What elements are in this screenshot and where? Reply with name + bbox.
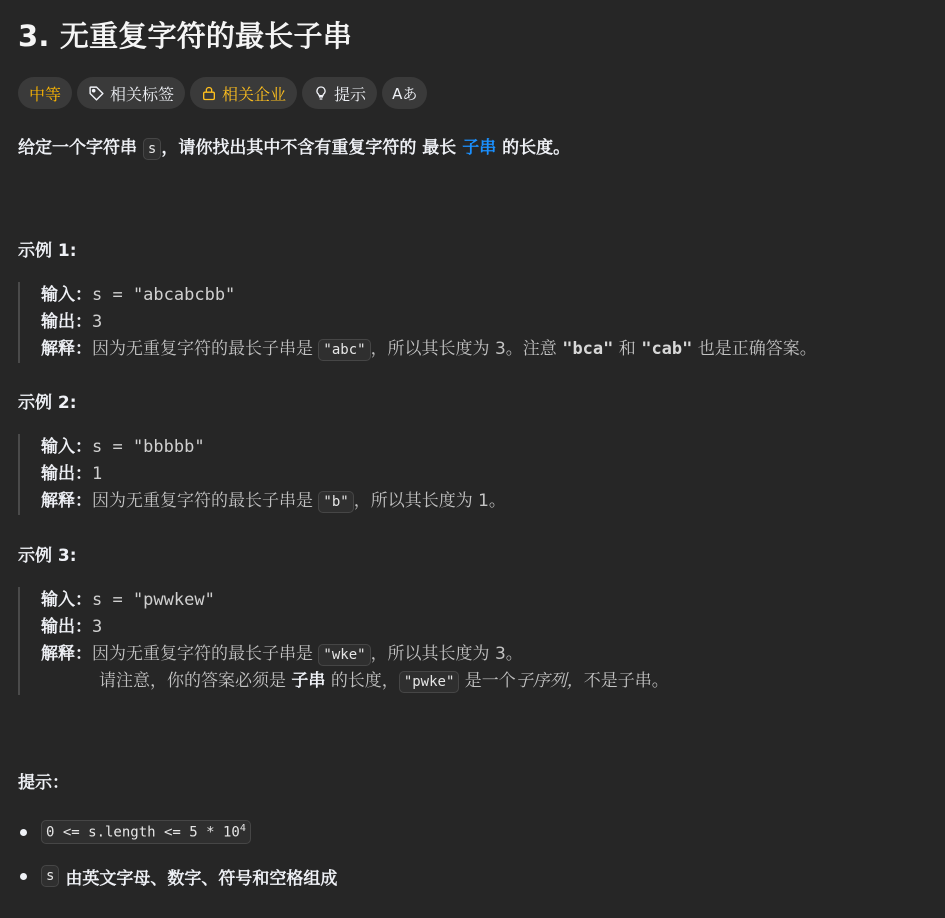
note-substring: 子串 xyxy=(291,671,326,691)
example-3-input xyxy=(41,587,669,614)
constraint-code-text: 0 <= s.length <= 5 * 10 xyxy=(46,824,240,841)
output-value: 1 xyxy=(92,464,103,484)
statement-suffix: 的长度。 xyxy=(502,138,571,158)
tag-bar xyxy=(18,77,427,109)
note-code: "pwke" xyxy=(399,671,460,693)
hint-label: 提示 xyxy=(334,84,367,104)
example-3-title: 示例 3: xyxy=(18,546,77,566)
explanation-label: 解释： xyxy=(41,644,92,664)
example-1-input xyxy=(41,282,817,309)
constraint-exponent: 4 xyxy=(239,823,246,835)
explanation-text: 因为无重复字符的最长子串是 xyxy=(92,644,313,664)
topics-tag-label: 相关标签 xyxy=(110,84,175,104)
translate-button[interactable] xyxy=(382,77,427,109)
topics-tag-button[interactable] xyxy=(77,77,185,109)
explanation-quote: "bca" xyxy=(562,339,614,359)
explanation-quote: "cab" xyxy=(641,339,693,359)
output-label: 输出： xyxy=(41,464,92,484)
companies-tag-label: 相关企业 xyxy=(222,84,287,104)
problem-statement xyxy=(18,133,570,158)
constraints-title: 提示： xyxy=(18,773,69,793)
explanation-label: 解释： xyxy=(41,491,92,511)
bullet-icon xyxy=(20,829,27,836)
constraint-code xyxy=(41,820,251,844)
lock-icon xyxy=(201,85,217,102)
explanation-text: ，所以其长度为 3。 xyxy=(370,644,523,664)
example-1-title: 示例 1: xyxy=(18,241,77,261)
note-subsequence: 子序列， xyxy=(515,671,584,691)
example-2-output xyxy=(41,461,506,488)
example-2-input xyxy=(41,434,506,461)
note-text: 是一个 xyxy=(464,671,516,691)
explanation-label: 解释： xyxy=(41,339,92,359)
substring-link[interactable]: 子串 xyxy=(462,138,497,158)
lightbulb-icon xyxy=(313,84,329,102)
note-text: 不是子串。 xyxy=(583,671,669,691)
example-3-note xyxy=(41,668,669,695)
explanation-code: "abc" xyxy=(318,339,370,361)
problem-title: 3. 无重复字符的最长子串 xyxy=(18,19,352,53)
example-3-output xyxy=(41,614,669,641)
translate-icon: Aあ xyxy=(392,84,418,103)
explanation-text: ，所以其长度为 1。 xyxy=(353,491,506,511)
constraint-code: s xyxy=(41,865,59,887)
output-value: 3 xyxy=(92,617,103,637)
difficulty-label: 中等 xyxy=(29,84,62,104)
tag-icon xyxy=(88,85,105,102)
companies-tag-button[interactable] xyxy=(190,77,297,109)
example-3-block xyxy=(18,587,669,695)
example-2-block xyxy=(18,434,506,515)
hint-button[interactable] xyxy=(302,77,377,109)
input-value: s = "pwwkew" xyxy=(92,590,215,610)
example-1-output xyxy=(41,309,817,336)
explanation-code: "b" xyxy=(318,491,353,513)
note-text: 请注意，你的答案必须是 xyxy=(99,671,286,691)
explanation-code: "wke" xyxy=(318,644,370,666)
difficulty-badge xyxy=(18,77,72,109)
input-label: 输入： xyxy=(41,285,92,305)
explanation-text: ，所以其长度为 3。注意 xyxy=(370,339,557,359)
example-3-explanation xyxy=(41,641,669,668)
explanation-text: 因为无重复字符的最长子串是 xyxy=(92,339,313,359)
output-label: 输出： xyxy=(41,312,92,332)
explanation-text: 因为无重复字符的最长子串是 xyxy=(92,491,313,511)
longest-text: 最长 xyxy=(422,138,457,158)
input-value: s = "abcabcbb" xyxy=(92,285,236,305)
input-value: s = "bbbbb" xyxy=(92,437,205,457)
input-label: 输入： xyxy=(41,437,92,457)
explanation-text: 和 xyxy=(618,339,636,359)
example-1-explanation xyxy=(41,336,817,363)
constraint-text: 由英文字母、数字、符号和空格组成 xyxy=(65,868,338,889)
constraint-item xyxy=(18,860,337,892)
bullet-icon xyxy=(20,873,27,880)
statement-prefix: 给定一个字符串 xyxy=(18,138,137,158)
output-value: 3 xyxy=(92,312,103,332)
example-2-explanation xyxy=(41,488,506,515)
var-s-code: s xyxy=(143,138,161,160)
statement-middle: ，请你找出其中不含有重复字符的 xyxy=(161,138,417,158)
output-label: 输出： xyxy=(41,617,92,637)
example-1-block xyxy=(18,282,817,363)
example-2-title: 示例 2: xyxy=(18,393,77,413)
note-text: 的长度， xyxy=(330,671,399,691)
explanation-text: 也是正确答案。 xyxy=(697,339,817,359)
constraint-item xyxy=(18,816,337,848)
input-label: 输入： xyxy=(41,590,92,610)
constraints-list xyxy=(18,816,337,904)
